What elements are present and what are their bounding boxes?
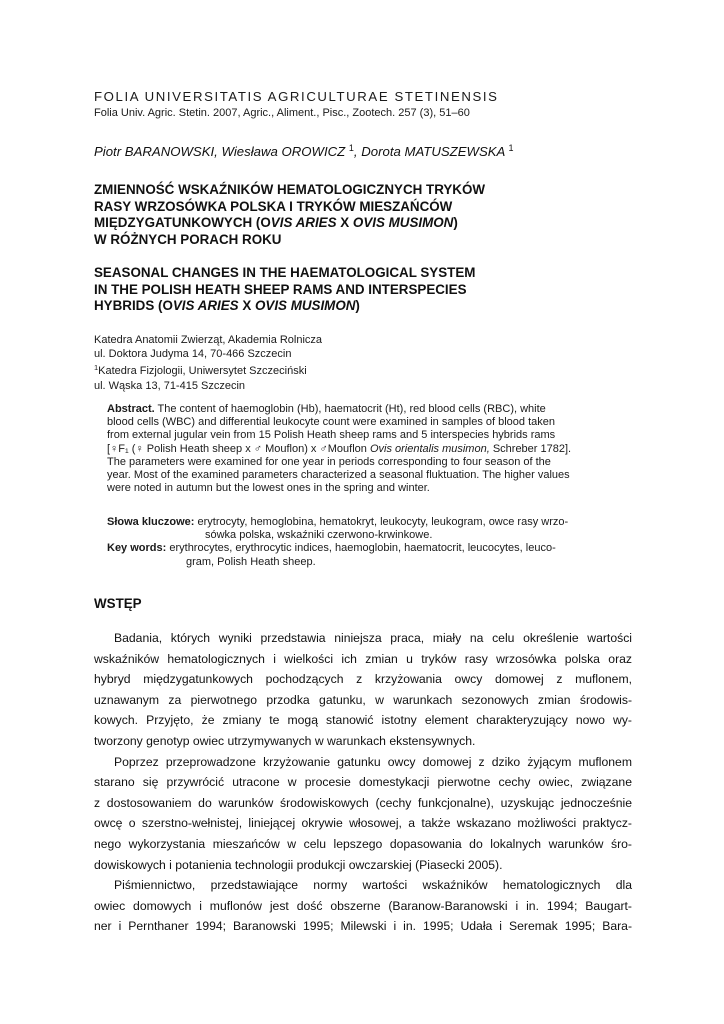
citation-line: Folia Univ. Agric. Stetin. 2007, Agric., Aliment., Pisc., Zootech. 257 (3), 51–60 bbox=[94, 107, 470, 119]
paragraph-line: z dostosowaniem do warunków środowiskowych (cechy funkcjonalne), uzyskując jednocześnie bbox=[94, 795, 632, 810]
paragraph-line: kowych. Przyjęto, że zmiany te mogą stanowić istotny element charakteryzujący nowo wy- bbox=[94, 713, 632, 728]
title-en-line: IN THE POLISH HEATH SHEEP RAMS AND INTERSPECIES bbox=[94, 281, 467, 297]
paragraph-line: nego wykorzystania mieszańców w celu lepszego dopasowania do lokalnych warunków śro- bbox=[94, 836, 632, 851]
paragraph-line: ner i Pernthaner 1994; Baranowski 1995; Milewski i in. 1995; Udała i Seremak 1995; Bara- bbox=[94, 919, 632, 934]
abstract-line: from external jugular vein from 15 Polish Heath sheep rams and 5 interspecies hybrids rams bbox=[107, 429, 556, 442]
keywords-pl-line: sówka polska, wskaźniki czerwono-krwinkowe. bbox=[205, 529, 433, 542]
abstract bbox=[107, 403, 621, 495]
paragraph-line: tworzony genotyp owiec utrzymywanych w warunkach ekstensywnych. bbox=[94, 733, 476, 748]
paragraph-line: Badania, których wyniki przedstawia niniejsza praca, miały na celu określenie wartości bbox=[114, 631, 632, 645]
title-polish bbox=[94, 182, 534, 248]
keywords bbox=[107, 516, 621, 569]
title-pl-line: W RÓŻNYCH PORACH ROKU bbox=[94, 231, 282, 247]
paragraph-line: uznawanym za pierwotnego przodka gatunku, w warunkach sezonowych zmian środowis- bbox=[94, 692, 632, 707]
abstract-line: were noted in autumn but the lowest ones in the spring and winter. bbox=[107, 482, 430, 495]
keywords-pl-line: Słowa kluczowe: erytrocyty, hemoglobina, hematokryt, leukocyty, leukogram, owce rasy wrzo- bbox=[107, 516, 569, 528]
title-pl-line: RASY WRZOSÓWKA POLSKA I TRYKÓW MIESZAŃCÓW bbox=[94, 198, 453, 214]
paragraph-line: dowiskowych i potanienia technologii produkcji owczarskiej (Piasecki 2005). bbox=[94, 857, 503, 872]
title-english bbox=[94, 265, 534, 315]
abstract-line: Abstract. The content of haemoglobin (Hb), haematocrit (Ht), red blood cells (RBC), white bbox=[107, 403, 546, 415]
affiliations bbox=[94, 333, 322, 393]
paragraph-line: wskaźników hematologicznych i wielkości ich zmian u tryków rasy wrzosówka polska oraz bbox=[94, 651, 632, 666]
abstract-line: [♀F₁ (♀ Polish Heath sheep x ♂ Mouflon) x ♂Mouflon Ovis orientalis musimon, Schreber 1782]. bbox=[107, 442, 572, 455]
abstract-line: year. Most of the examined parameters characterized a seasonal fluktuation. The higher values bbox=[107, 469, 570, 482]
authors-line bbox=[94, 143, 514, 159]
paragraph-line: Piśmiennictwo, przedstawiające normy wartości wskaźników hematologicznych dla bbox=[114, 878, 632, 893]
author-names-2: , Dorota MATUSZEWSKA bbox=[353, 144, 505, 159]
paragraph-line: owiec domowych i muflonów jest dość obszerne (Baranow-Baranowski i in. 1994; Baugart- bbox=[94, 898, 632, 913]
section-heading: WSTĘP bbox=[94, 596, 142, 611]
title-en-line: HYBRIDS (OVIS ARIES X OVIS MUSIMON) bbox=[94, 298, 360, 314]
affiliation-mark-2: 1 bbox=[508, 143, 514, 153]
affiliation-mark: 1 bbox=[348, 143, 354, 153]
journal-title: FOLIA UNIVERSITATIS AGRICULTURAE STETINENSIS bbox=[94, 89, 499, 104]
affiliation-line: ul. Wąska 13, 71-415 Szczecin bbox=[94, 379, 246, 392]
keywords-en-line: gram, Polish Heath sheep. bbox=[186, 555, 316, 568]
body-text bbox=[94, 628, 632, 937]
title-pl-line: ZMIENNOŚĆ WSKAŹNIKÓW HEMATOLOGICZNYCH TRYKÓW bbox=[94, 182, 486, 197]
affiliation-line: ul. Doktora Judyma 14, 70-466 Szczecin bbox=[94, 348, 292, 361]
abstract-line: The parameters were examined for one year in periods corresponding to four season of the bbox=[107, 455, 551, 468]
title-pl-line: MIĘDZYGATUNKOWYCH (OVIS ARIES X OVIS MUSIMON) bbox=[94, 215, 458, 231]
abstract-line: blood cells (WBC) and differential leukocyte count were examined in samples of blood taken bbox=[107, 416, 555, 429]
author-names: Piotr BARANOWSKI, Wiesława OROWICZ bbox=[94, 144, 346, 159]
paragraph-line: starano się przywrócić utracone w procesie domestykacji pierwotne cechy owiec, związane bbox=[94, 775, 632, 790]
affiliation-line: $^1$Katedra Fizjologii, Uniwersytet Szczeciński bbox=[94, 363, 307, 378]
affiliation-line: Katedra Anatomii Zwierząt, Akademia Rolnicza bbox=[94, 334, 323, 346]
paragraph-line: owcę o szerstno-wełnistej, liniejącej okrywie włosowej, a także wskazano możliwości praktycz- bbox=[94, 816, 632, 831]
paragraph-line: hybryd międzygatunkowych pochodzących z krzyżowania owcy domowej z muflonem, bbox=[94, 672, 632, 687]
keywords-en-line: Key words: erythrocytes, erythrocytic indices, haemoglobin, haematocrit, leucocytes, leuco- bbox=[107, 542, 556, 555]
title-en-line: SEASONAL CHANGES IN THE HAEMATOLOGICAL SYSTEM bbox=[94, 265, 476, 280]
paragraph-line: Poprzez przeprowadzone krzyżowanie gatunku owcy domowej z dziko żyjącym muflonem bbox=[114, 754, 632, 769]
